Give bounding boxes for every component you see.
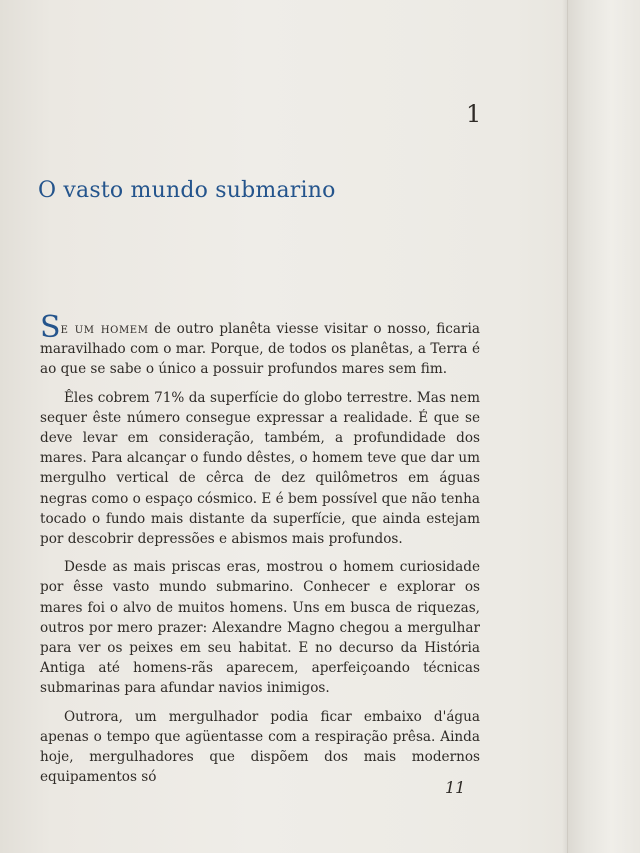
chapter-title: O vasto mundo submarino [38, 178, 336, 203]
chapter-number: 1 [466, 100, 482, 128]
paragraph-1 [40, 310, 480, 380]
page-number: 11 [445, 778, 466, 797]
next-page-edge [567, 0, 640, 853]
paragraph-3: Desde as mais priscas eras, mostrou o homem curiosidade por êsse vasto mundo submarino. Conhecer e explorar os mares foi o alvo de muitos homens. Uns em busca de riquezas, outros por mero prazer: Alexandre Magno chegou a mergulhar para ver os peixes em seu habitat. E no decurso da História Antiga até homens-rãs aparecem, aperfeiçoando técnicas submarinas para afundar navios inimigos. [40, 559, 480, 697]
chapter-body [40, 310, 480, 795]
opening-small-caps: e um homem [60, 321, 149, 337]
paragraph-1-text: de outro planêta viesse visitar o nosso, ficaria maravilhado com o mar. Porque, de todos os planêtas, a Terra é ao que se sabe o único a possuir profundos mares sem fim. [40, 321, 480, 378]
paragraph-2: Êles cobrem 71% da superfície do globo terrestre. Mas nem sequer êste número consegue expressar a realidade. É que se deve levar em consideração, também, a profundidade dos mares. Para alcançar o fundo dêstes, o homem teve que dar um mergulho vertical de cêrca de dez quilômetros em águas negras como o espaço cósmico. E é bem possível que não tenha tocado o fundo mais distante da superfície, que ainda estejam por descobrir depressões e abismos mais profundos. [40, 389, 480, 548]
paragraph-4: Outrora, um mergulhador podia ficar embaixo d'água apenas o tempo que agüentasse com a respiração prêsa. Ainda hoje, mergulhadores que dispõem dos mais modernos equipamentos só [40, 708, 480, 786]
drop-cap: S [40, 310, 61, 345]
